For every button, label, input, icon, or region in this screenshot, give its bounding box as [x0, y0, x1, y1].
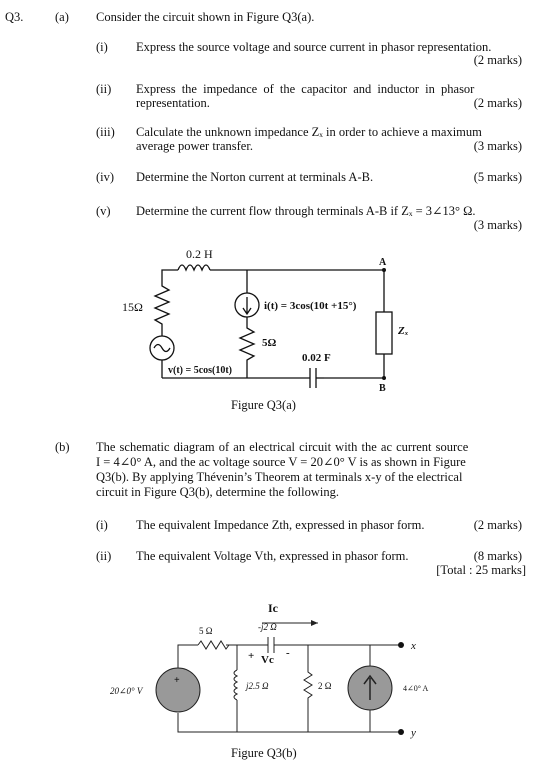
item-a-v-marks: (3 marks): [473, 218, 522, 232]
label-term-y: y: [411, 727, 416, 739]
label-src-plus: +: [174, 675, 180, 686]
part-b-para-1: The schematic diagram of an electrical circuit with the ac current source: [96, 440, 469, 454]
label-capacitor: 0.02 F: [302, 352, 331, 364]
item-a-iv-marks: (5 marks): [473, 170, 522, 184]
label-node-b: B: [379, 383, 386, 394]
label-vc-minus: -: [286, 647, 290, 659]
zx-box: [376, 312, 392, 354]
item-a-v-text: Determine the current flow through terminals A-B if Zₓ = 3∠13° Ω.: [136, 204, 476, 218]
label-term-x: x: [411, 640, 416, 652]
item-a-iii-num: (iii): [96, 125, 115, 139]
part-b-para-2: I = 4∠0° A, and the ac voltage source V = 20∠0° V is as shown in Figure: [96, 455, 466, 469]
item-b-i-num: (i): [96, 518, 108, 532]
resistor-15: [155, 278, 169, 336]
label-isrc: 4∠0° A: [403, 684, 429, 693]
label-vsrc: 20∠0° V: [110, 686, 143, 696]
capacitor-b-plates: [268, 637, 274, 653]
item-a-v-num: (v): [96, 204, 111, 218]
item-a-iii-marks: (3 marks): [473, 139, 522, 153]
label-voltage-source: v(t) = 5cos(10t): [168, 365, 233, 376]
item-b-ii-num: (ii): [96, 549, 112, 563]
item-b-i-marks: (2 marks): [473, 518, 522, 532]
resistor-2b: [304, 645, 312, 732]
label-r2b: 2 Ω: [318, 681, 332, 691]
item-a-i-num: (i): [96, 40, 108, 54]
resistor-5b: [198, 641, 229, 649]
label-ic: Ic: [268, 601, 278, 615]
label-inductor-b: j2.5 Ω: [246, 681, 269, 691]
item-a-ii-num: (ii): [96, 82, 112, 96]
item-b-ii-text: The equivalent Voltage Vth, expressed in phasor form.: [136, 549, 409, 563]
label-current-source: i(t) = 3cos(10t +15°): [264, 300, 357, 312]
figure-q3b-caption: Figure Q3(b): [231, 746, 297, 760]
label-zx: Zₓ: [398, 325, 409, 337]
label-inductor: 0.2 H: [186, 247, 213, 261]
label-vc: Vc: [261, 654, 274, 666]
inductor-coil: [178, 265, 210, 270]
inductor-b: [234, 670, 237, 700]
label-node-a: A: [379, 257, 387, 268]
part-a-intro: Consider the circuit shown in Figure Q3(a).: [96, 10, 315, 24]
label-r5: 5Ω: [262, 337, 277, 349]
item-a-i-text: Express the source voltage and source current in phasor representation.: [136, 40, 492, 54]
total-marks: [Total : 25 marks]: [436, 563, 526, 577]
part-a-label: (a): [55, 10, 69, 24]
item-a-iii-text: Calculate the unknown impedance Zₓ in order to achieve a maximum: [136, 125, 482, 139]
label-cap-b: -j2 Ω: [258, 622, 277, 632]
item-a-i-marks: (2 marks): [473, 53, 522, 67]
item-b-i-text: The equivalent Impedance Zth, expressed in phasor form.: [136, 518, 425, 532]
figure-q3a-caption: Figure Q3(a): [231, 398, 296, 412]
question-number: Q3.: [5, 10, 24, 24]
capacitor-plates: [310, 368, 316, 388]
item-a-ii-text: Express the impedance of the capacitor and inductor in phasor: [136, 82, 475, 96]
item-a-ii-marks: (2 marks): [473, 96, 522, 110]
item-b-ii-marks: (8 marks): [473, 549, 522, 563]
item-a-iv-num: (iv): [96, 170, 115, 184]
item-a-ii-text2: representation.: [136, 96, 210, 110]
part-b-label: (b): [55, 440, 70, 454]
part-b-para-3: Q3(b). By applying Thévenin’s Theorem at terminals x-y of the electrical: [96, 470, 463, 484]
part-b-para-4: circuit in Figure Q3(b), determine the following.: [96, 485, 339, 499]
item-a-iii-text2: average power transfer.: [136, 139, 253, 153]
item-a-iv-text: Determine the Norton current at terminals A-B.: [136, 170, 374, 184]
label-r5b: 5 Ω: [199, 626, 213, 636]
resistor-5: [240, 317, 254, 378]
label-vc-plus: +: [248, 650, 255, 662]
label-r15: 15Ω: [122, 300, 143, 314]
